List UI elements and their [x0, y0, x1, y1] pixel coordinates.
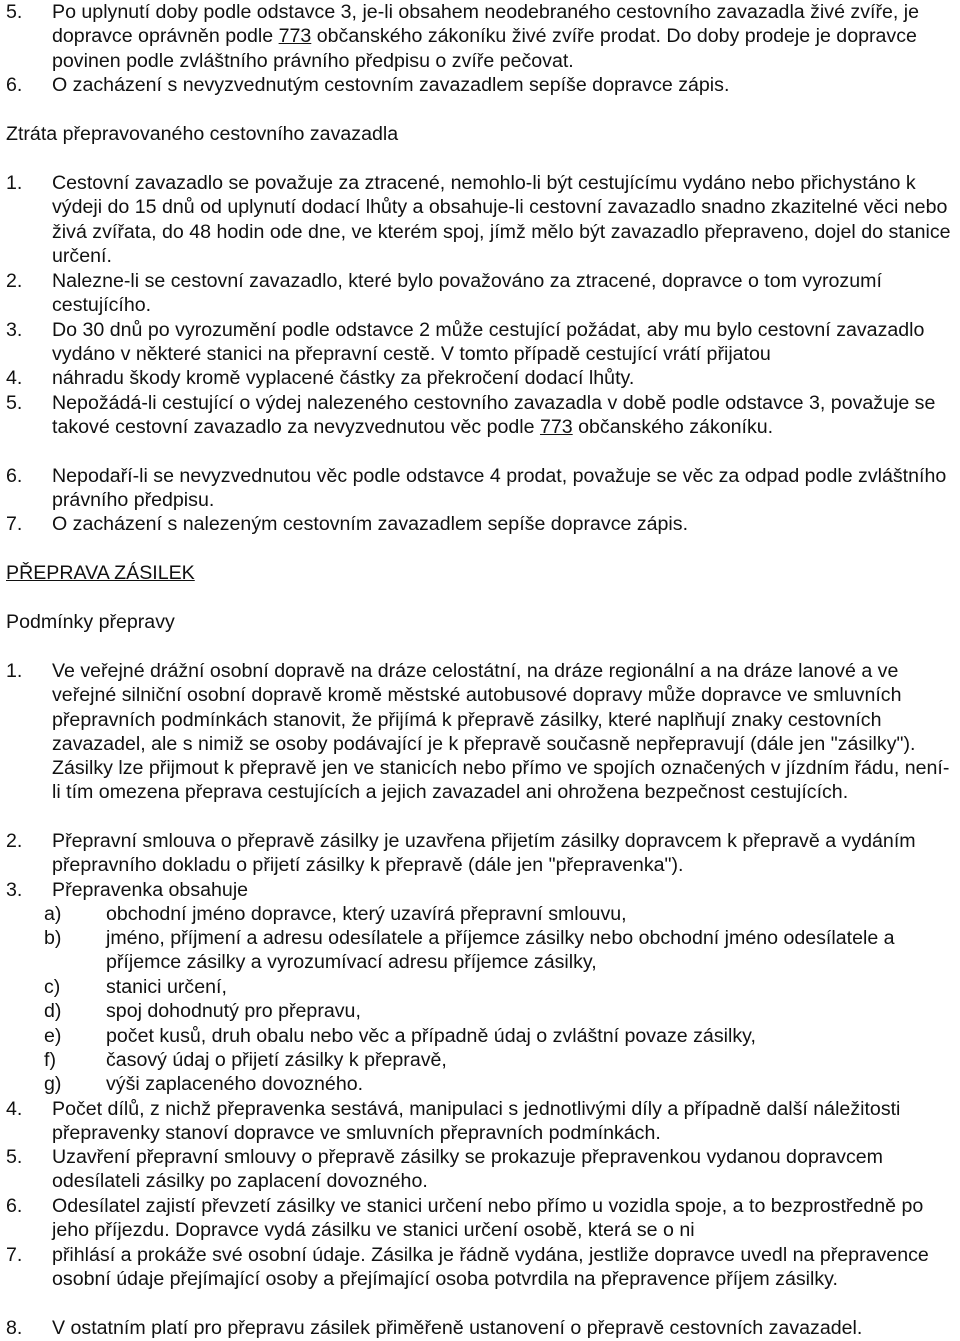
item-number: 2. [6, 830, 23, 852]
item-text: Nepodaří-li se nevyzvednutou věc podle odstavce 4 prodat, považuje se věc za odpad podle zvláštního právního předpisu. [52, 465, 947, 512]
item-number: 5. [6, 392, 23, 414]
item-text: Do 30 dnů po vyrozumění podle odstavce 2 může cestující požádat, aby mu bylo cestovní zavazadlo vydáno v některé stanici na přepravní cestě. V tomto případě cestující vrátí přijatou [52, 319, 925, 366]
item-text: Nepožádá-li cestující o výdej nalezeného cestovního zavazadla v době podle odstavce 3, považuje se takové cestovní zavazadlo za nevyzvednutou věc podle 773 občanského zákoníku. [52, 392, 936, 439]
item-text: Uzavření přepravní smlouvy o přepravě zásilky se prokazuje přepravenkou vydanou dopravcem odesílateli zásilky po zaplacení dovozného. [52, 1146, 883, 1193]
item-text: Počet dílů, z nichž přepravenka sestává, manipulaci s jednotlivými díly a případně další náležitosti přepravenky stanoví dopravce ve smluvních přepravních podmínkách. [52, 1098, 901, 1145]
section-heading: PŘEPRAVA ZÁSILEK [6, 562, 195, 584]
item-text: V ostatním platí pro přepravu zásilek přiměřeně ustanovení o přepravě cestovních zavazadel. [52, 1317, 863, 1339]
item-number: 8. [6, 1317, 23, 1339]
item-number: 4. [6, 1098, 23, 1120]
sub-item-letter: b) [44, 927, 62, 949]
sub-item-text: stanici určení, [106, 976, 227, 998]
item-text: náhradu škody kromě vyplacené částky za překročení dodací lhůty. [52, 367, 635, 389]
law-link[interactable]: 773 [539, 416, 573, 439]
item-text: Po uplynutí doby podle odstavce 3, je-li obsahem neodebraného cestovního zavazadla živé zvíře, je dopravce oprávněn podle 773 občanského zákoníku živé zvíře prodat. Do doby prodeje je dopravce povinen podle zvláštního právního předpisu o zvíře pečovat. [52, 1, 920, 72]
item-text: Cestovní zavazadlo se považuje za ztracené, nemohlo-li být cestujícímu vydáno nebo přichystáno k výdeji do 15 dnů od uplynutí dodací lhůty a obsahuje-li cestovní zavazadlo snadno zkazitelné věci nebo živá zvířata, do 48 hodin ode dne, ve kterém spoj, jímž mělo být zavazadlo přepraveno, dojel do stanice určení. [52, 172, 951, 267]
item-number: 3. [6, 879, 23, 901]
item-number: 3. [6, 319, 23, 341]
sub-item-letter: c) [44, 976, 61, 998]
section-subheading: Podmínky přepravy [6, 611, 175, 633]
sub-item-letter: f) [44, 1049, 56, 1071]
sub-item-text: spoj dohodnutý pro přepravu, [106, 1000, 361, 1022]
item-number: 2. [6, 270, 23, 292]
sub-item-text: počet kusů, druh obalu nebo věc a případně údaj o zvláštní povaze zásilky, [106, 1025, 756, 1047]
sub-item-text: časový údaj o přijetí zásilky k přepravě, [106, 1049, 447, 1071]
item-number: 7. [6, 513, 23, 535]
item-text: Odesílatel zajistí převzetí zásilky ve stanici určení nebo přímo u vozidla spoje, a to bezprostředně po jeho příjezdu. Dopravce vydá zásilku ve stanici určení osobě, která se o ni [52, 1195, 924, 1242]
item-number: 7. [6, 1244, 23, 1266]
sub-item-letter: g) [44, 1073, 62, 1095]
item-text: Přepravní smlouva o přepravě zásilky je uzavřena přijetím zásilky dopravcem k přepravě a vydáním přepravního dokladu o přijetí zásilky k přepravě (dále jen "přepravenka"). [52, 830, 916, 877]
item-number: 6. [6, 74, 23, 96]
item-text: Přepravenka obsahuje [52, 879, 249, 901]
item-text: Ve veřejné drážní osobní dopravě na dráze celostátní, na dráze regionální a na dráze lanové a ve veřejné silniční osobní dopravě kromě městské autobusové dopravy může dopravce ve smluvních přepravních podmínkách stanovit, že přijímá k přepravě zásilky, které naplňují znaky cestovních zavazadel, ale s nimiž se osoby podávající je k přepravě současně nepřepravují (dále jen "zásilky"). Zásilky lze přijmout k přepravě jen ve stanicích nebo přímo ve spojích označených v jízdním řádu, není-li tím omezena přeprava cestujících a jejich zavazadel ani ohrožena bezpečnost cestujících. [52, 660, 950, 804]
sub-item-text: jméno, příjmení a adresu odesílatele a příjemce zásilky nebo obchodní jméno odesílatele a příjemce zásilky a vyrozumívací adresu příjemce zásilky, [106, 927, 895, 974]
sub-item-text: výši zaplaceného dovozného. [106, 1073, 364, 1095]
sub-item-letter: a) [44, 903, 62, 925]
item-text: O zacházení s nalezeným cestovním zavazadlem sepíše dopravce zápis. [52, 513, 689, 535]
sub-item-text: obchodní jméno dopravce, který uzavírá přepravní smlouvu, [106, 903, 627, 925]
item-text: O zacházení s nevyzvednutým cestovním zavazadlem sepíše dopravce zápis. [52, 74, 730, 96]
section-title: Ztráta přepravovaného cestovního zavazadla [6, 123, 399, 145]
item-number: 1. [6, 660, 23, 682]
item-number: 5. [6, 1, 23, 23]
item-number: 6. [6, 465, 23, 487]
sub-item-letter: d) [44, 1000, 62, 1022]
item-text: Nalezne-li se cestovní zavazadlo, které bylo považováno za ztracené, dopravce o tom vyrozumí cestujícího. [52, 270, 882, 317]
item-text: přihlásí a prokáže své osobní údaje. Zásilka je řádně vydána, jestliže dopravce uvedl na přepravence osobní údaje přejímající osoby a přejímající osoba potvrdila na přepravence příjem zásilky. [52, 1244, 929, 1291]
sub-item-letter: e) [44, 1025, 62, 1047]
item-number: 6. [6, 1195, 23, 1217]
law-link[interactable]: 773 [278, 25, 312, 48]
item-number: 1. [6, 172, 23, 194]
item-number: 5. [6, 1146, 23, 1168]
item-number: 4. [6, 367, 23, 389]
